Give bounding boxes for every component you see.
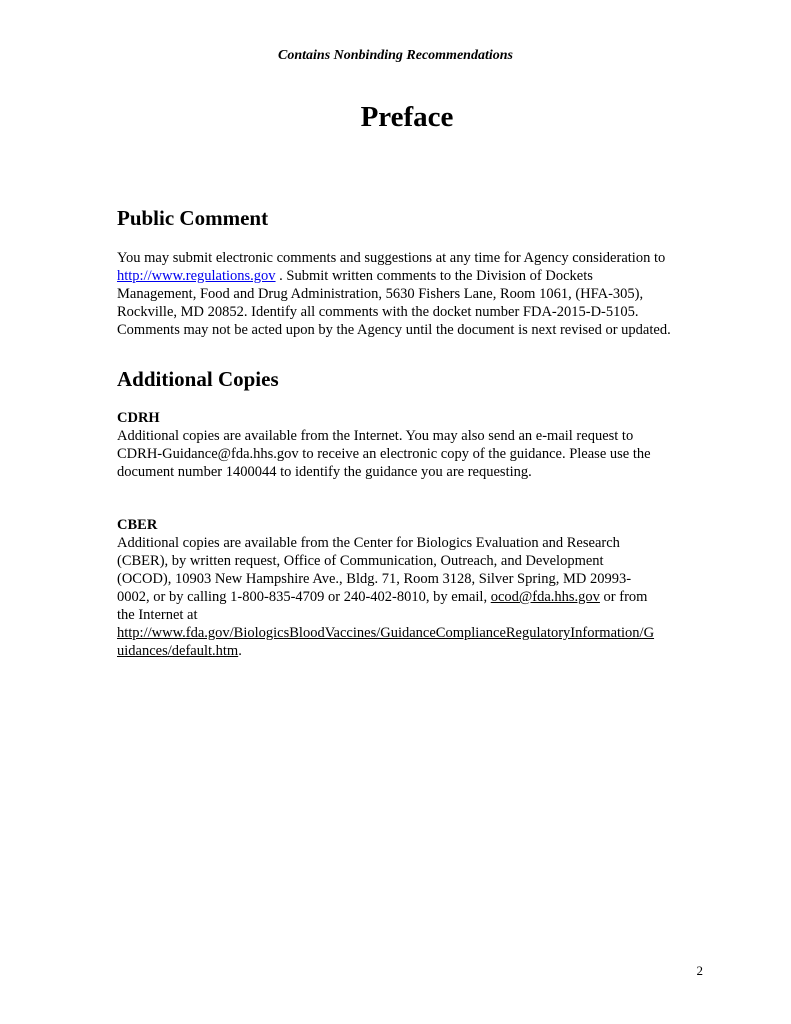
paragraph-line: Additional copies are available from the Internet. You may also send an e-mail request to [117, 428, 634, 444]
paragraph-line: You may submit electronic comments and suggestions at any time for Agency consideration to [117, 250, 666, 266]
paragraph-line: CDRH-Guidance@fda.hhs.gov to receive an electronic copy of the guidance. Please use the [117, 446, 651, 462]
paragraph-line: document number 1400044 to identify the guidance you are requesting. [117, 464, 532, 480]
public-comment-paragraph [117, 249, 717, 339]
paragraph-line [117, 624, 717, 642]
cber-paragraph [117, 534, 717, 660]
paragraph-line [117, 267, 717, 285]
paragraph-line: Management, Food and Drug Administration, 5630 Fishers Lane, Room 1061, (HFA-305), [117, 286, 644, 302]
paragraph-text: or from [599, 589, 648, 605]
paragraph-line: Additional copies are available from the Center for Biologics Evaluation and Research [117, 535, 620, 551]
additional-copies-heading: Additional Copies [117, 367, 279, 391]
paragraph-line: (CBER), by written request, Office of Communication, Outreach, and Development [117, 553, 604, 569]
paragraph-line [117, 588, 717, 606]
ocod-email-link[interactable]: ocod@fda.hhs.gov [490, 589, 600, 605]
running-header: Contains Nonbinding Recommendations [278, 48, 513, 63]
paragraph-text: . Submit written comments to the Division of Dockets [275, 268, 593, 284]
fda-guidance-link-continued[interactable]: uidances/default.htm [117, 643, 239, 659]
paragraph-text: . [238, 643, 242, 659]
paragraph-line: (OCOD), 10903 New Hampshire Ave., Bldg. 71, Room 3128, Silver Spring, MD 20993- [117, 571, 632, 587]
paragraph-line: the Internet at [117, 607, 198, 623]
cdrh-heading: CDRH [117, 410, 160, 426]
paragraph-text: 0002, or by calling 1-800-835-4709 or 240-402-8010, by email, [117, 589, 491, 605]
regulations-gov-link[interactable]: http://www.regulations.gov [117, 268, 276, 284]
fda-guidance-link[interactable]: http://www.fda.gov/BiologicsBloodVaccines/GuidanceComplianceRegulatoryInformation/G [117, 625, 655, 641]
paragraph-line: Rockville, MD 20852. Identify all comments with the docket number FDA-2015-D-5105. [117, 304, 639, 320]
public-comment-heading: Public Comment [117, 206, 269, 230]
cber-heading: CBER [117, 517, 158, 533]
paragraph-line [117, 642, 717, 660]
paragraph-line: Comments may not be acted upon by the Agency until the document is next revised or updated. [117, 322, 671, 338]
cdrh-paragraph [117, 427, 717, 481]
page-title: Preface [360, 101, 454, 133]
page-number: 2 [696, 963, 703, 978]
